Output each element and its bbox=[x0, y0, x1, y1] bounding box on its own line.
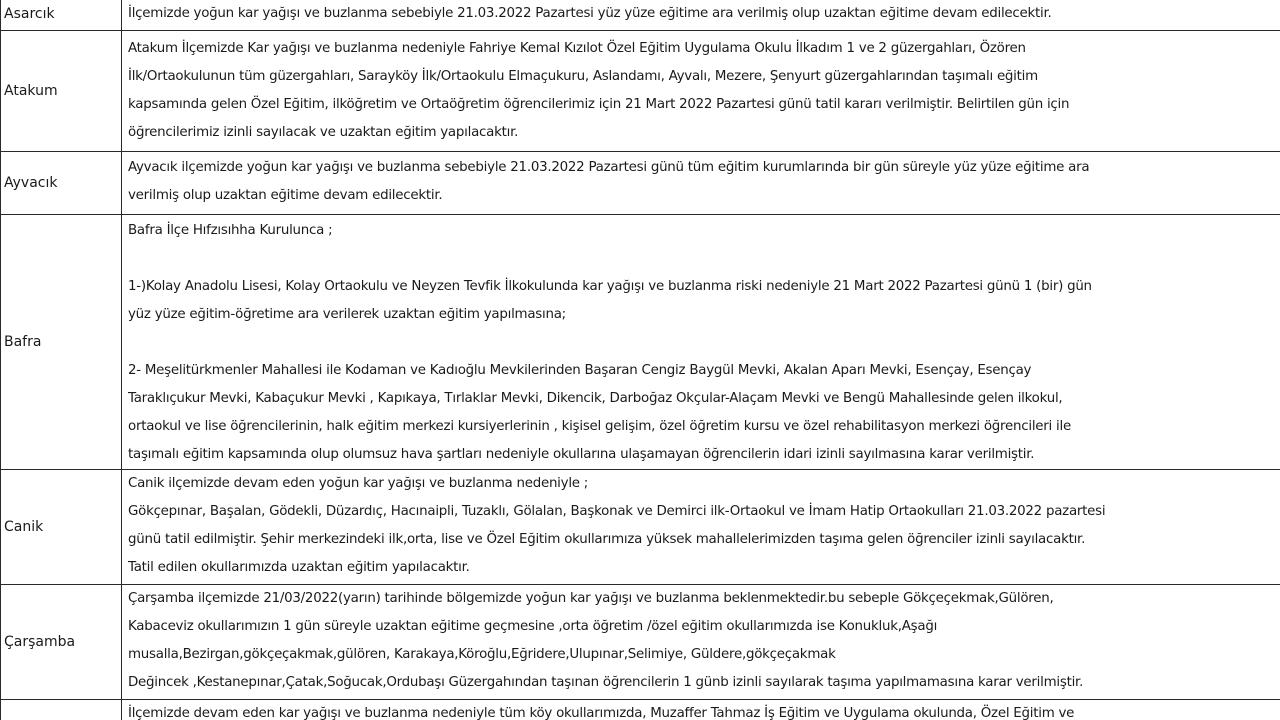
announcement-cell bbox=[122, 152, 1280, 215]
announcement-line: Atakum İlçemizde Kar yağışı ve buzlanma nedeniyle Fahriye Kemal Kızılot Özel Eğitim Uygulama Okulu İlkadım 1 ve 2 güzergahları, Özören bbox=[128, 41, 1026, 56]
announcement-line: kapsamında gelen Özel Eğitim, ilköğretim ve Ortaöğretim öğrencilerimiz için 21 Mart 2022 Pazartesi günü tatil kararı verilmiştir. Belirtilen gün için bbox=[128, 97, 1070, 112]
announcement-line: öğrencilerimiz izinli sayılacak ve uzaktan eğitim yapılacaktır. bbox=[128, 125, 519, 140]
table-row bbox=[1, 31, 1280, 152]
announcement-line: İlk/Ortaokulunun tüm güzergahları, Sarayköy İlk/Ortaokulu Elmaçukuru, Aslandamı, Ayvalı, Mezere, Şenyurt güzergahlarından taşımalı eğitim bbox=[128, 69, 1038, 84]
announcement-line: 2- Meşelitürkmenler Mahallesi ile Kodaman ve Kadıoğlu Mevkilerinden Başaran Cengiz Baygül Mevki, Akalan Aparı Mevki, Esençay, Esençay bbox=[128, 363, 1032, 378]
announcement-line: Kabaceviz okullarımızın 1 gün süreyle uzaktan eğitime geçmesine ,orta öğretim /özel eğitim okullarımızda ise Konukluk,Aşağı bbox=[128, 619, 938, 634]
announcement-line: taşımalı eğitim kapsamında olup olumsuz hava şartları nedeniyle okullarına ulaşamayan öğrencilerin idari izinli sayılmasına karar verilmiştir. bbox=[128, 447, 1035, 462]
announcement-line: Bafra İlçe Hıfzısıhha Kurulunca ; bbox=[128, 223, 333, 238]
district-name-cell: Bafra bbox=[1, 215, 122, 470]
district-name-cell: Ayvacık bbox=[1, 152, 122, 215]
announcement-line: günü tatil edilmiştir. Şehir merkezindeki ilk,orta, lise ve Özel Eğitim okullarımıza yüksek mahallelerimizden taşıma gelen öğrenciler izinli sayılacaktır. bbox=[128, 532, 1086, 547]
table-row bbox=[1, 0, 1280, 31]
announcement-line: yüz yüze eğitim-öğretime ara verilerek uzaktan eğitim yapılmasına; bbox=[128, 307, 566, 322]
announcement-line: Taraklıçukur Mevki, Kabaçukur Mevki , Kapıkaya, Tırlaklar Mevki, Dikencik, Darboğaz Okçular-Alaçam Mevki ve Bengü Mahallesinde gelen ilkokul, bbox=[128, 391, 1063, 406]
table-row bbox=[1, 152, 1280, 215]
blank-line bbox=[128, 329, 1280, 357]
announcement-line: Ayvacık ilçemizde yoğun kar yağışı ve buzlanma sebebiyle 21.03.2022 Pazartesi günü tüm eğitim kurumlarında bir gün süreyle yüz yüze eğitime ara bbox=[128, 160, 1090, 175]
announcement-cell bbox=[122, 0, 1280, 31]
announcement-line: İlçemizde devam eden kar yağışı ve buzlanma nedeniyle tüm köy okullarımızda, Muzaffer Tahmaz İş Eğitim ve Uygulama okulunda, Özel Eğitim ve bbox=[128, 706, 1075, 720]
announcement-line: musalla,Bezirgan,gökçeçakmak,gülören, Karakaya,Köroğlu,Eğridere,Ulupınar,Selimiye, Güldere,gökçeçakmak bbox=[128, 647, 836, 662]
district-name-cell: Asarcık bbox=[1, 0, 122, 31]
district-name-cell: Canik bbox=[1, 470, 122, 585]
announcement-line: ortaokul ve lise öğrencilerinin, halk eğitim merkezi kursiyerlerinin , kişisel gelişim, özel öğretim kursu ve özel rehabilitasyon merkezi öğrencileri ile bbox=[128, 419, 1071, 434]
table-row bbox=[1, 470, 1280, 585]
announcement-line: Gökçepınar, Başalan, Gödekli, Düzardıç, Hacınaipli, Tuzaklı, Gölalan, Başkonak ve Demirci ilk-Ortaokul ve İmam Hatip Ortaokulları 21.03.2022 pazartesi bbox=[128, 504, 1106, 519]
district-name-cell bbox=[1, 700, 122, 720]
announcement-cell bbox=[122, 31, 1280, 152]
announcement-line: verilmiş olup uzaktan eğitime devam edilecektir. bbox=[128, 188, 443, 203]
district-name-cell: Atakum bbox=[1, 31, 122, 152]
announcement-cell bbox=[122, 470, 1280, 585]
announcement-line: Değincek ,Kestanepınar,Çatak,Soğucak,Ordubaşı Güzergahından taşınan öğrencilerin 1 günb izinli sayılarak taşıma yapılmamasına karar verilmiştir. bbox=[128, 675, 1084, 690]
announcement-cell bbox=[122, 215, 1280, 470]
blank-line bbox=[128, 245, 1280, 273]
announcement-line: Çarşamba ilçemizde 21/03/2022(yarın) tarihinde bölgemizde yoğun kar yağışı ve buzlanma beklenmektedir.bu sebeple Gökçeçekmak,Gülören, bbox=[128, 591, 1054, 606]
announcement-cell bbox=[122, 585, 1280, 700]
announcement-line: 1-)Kolay Anadolu Lisesi, Kolay Ortaokulu ve Neyzen Tevfik İlkokulunda kar yağışı ve buzlanma riski nedeniyle 21 Mart 2022 Pazartesi günü 1 (bir) gün bbox=[128, 279, 1092, 294]
announcement-cell bbox=[122, 700, 1280, 720]
announcement-line: Canik ilçemizde devam eden yoğun kar yağışı ve buzlanma nedeniyle ; bbox=[128, 476, 589, 491]
district-name-cell: Çarşamba bbox=[1, 585, 122, 700]
announcement-line: İlçemizde yoğun kar yağışı ve buzlanma sebebiyle 21.03.2022 Pazartesi yüz yüze eğitime ara verilmiş olup uzaktan eğitime devam edilecektir. bbox=[128, 6, 1052, 21]
table-row bbox=[1, 585, 1280, 700]
table-row bbox=[1, 700, 1280, 720]
table-row bbox=[1, 215, 1280, 470]
announcement-line: Tatil edilen okullarımızda uzaktan eğitim yapılacaktır. bbox=[128, 560, 470, 575]
